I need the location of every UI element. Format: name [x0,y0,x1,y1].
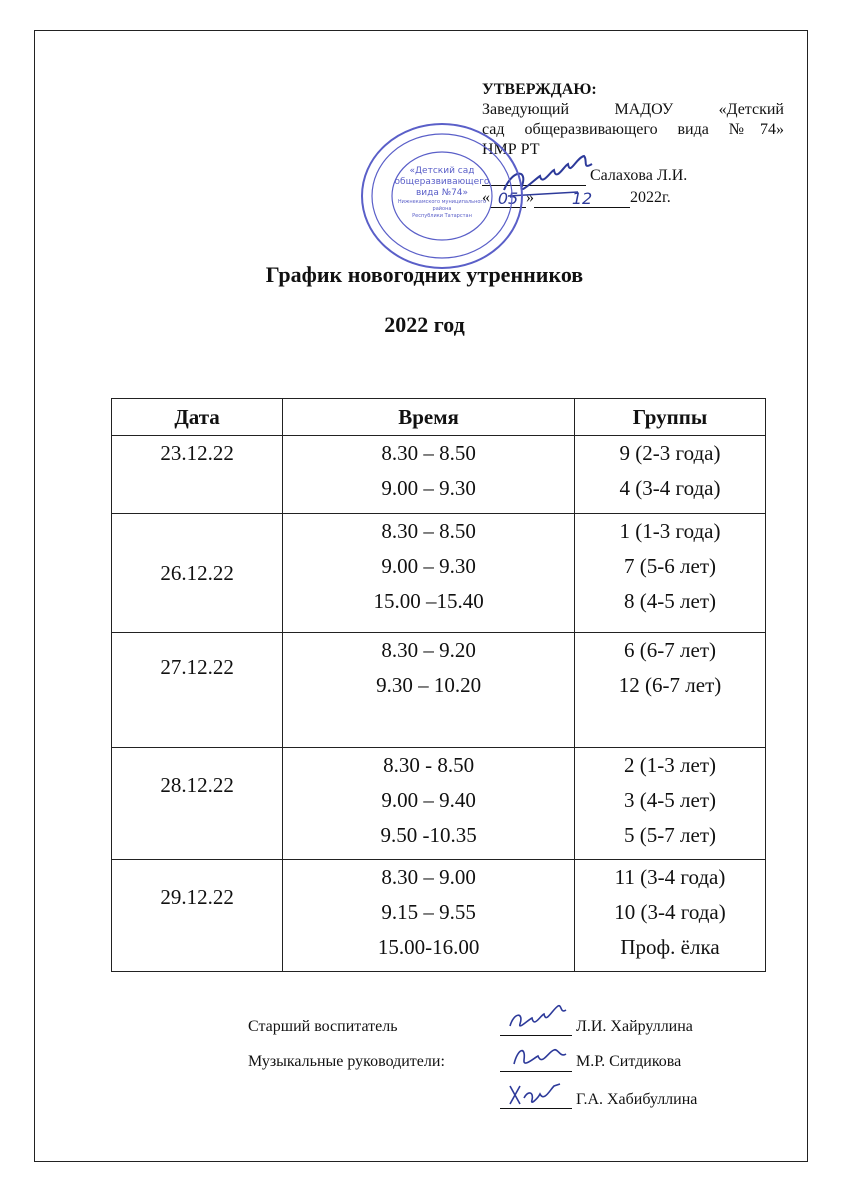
date-text: 26.12.22 [160,560,234,585]
time-text: 9.00 – 9.30 [381,476,476,500]
senior-role: Старший воспитатель [248,1018,398,1035]
cell-date [112,436,283,514]
cell-groups [575,436,766,514]
group-text: 10 (3-4 года) [614,900,726,924]
date-text: 27.12.22 [160,655,234,679]
music-signature-image-1 [508,1040,568,1072]
stamp-text-4: Нижнекамского муниципального [397,199,487,205]
date-quote-open: « [482,189,490,206]
music-name-1: М.Р. Ситдикова [576,1053,682,1070]
header-date: Дата [112,399,283,436]
group-text: 7 (5-6 лет) [624,554,716,578]
table-row [112,633,766,748]
group-text: 9 (2-3 года) [619,441,721,465]
approval-line-2: сад общеразвивающего вида №74» [482,121,784,138]
time-text: 8.30 – 9.00 [381,865,476,889]
table-header-row [112,399,766,436]
date-month: 12 [534,189,630,208]
time-text: 9.30 – 10.20 [376,673,482,697]
time-text: 9.00 – 9.30 [381,554,476,578]
date-day: 05 [490,189,526,208]
table-row [112,436,766,514]
cell-times [283,860,575,972]
cell-groups [575,633,766,748]
cell-times [283,748,575,860]
stamp-text-3: вида №74» [415,188,469,198]
stamp-text-5: района [432,206,452,212]
group-text: 5 (5-7 лет) [624,823,716,847]
approval-line-3: НМР РТ [482,141,540,158]
date-text: 23.12.22 [160,441,234,465]
organization-stamp [360,122,525,270]
group-text: 3 (4-5 лет) [624,788,716,812]
header-groups: Группы [575,399,766,436]
music-signature-image-2 [504,1078,568,1112]
table-row [112,514,766,633]
page-subtitle: 2022 год [384,312,465,337]
approval-line-1: Заведующий МАДОУ «Детский [482,101,784,118]
cell-times [283,633,575,748]
cell-date [112,514,283,633]
senior-name: Л.И. Хайруллина [576,1018,693,1035]
group-text: 6 (6-7 лет) [624,638,716,662]
cell-groups [575,514,766,633]
time-text: 8.30 – 8.50 [381,441,476,465]
date-text: 28.12.22 [160,772,234,797]
schedule-table [111,398,766,972]
cell-times [283,436,575,514]
cell-date [112,633,283,748]
time-text: 9.00 – 9.40 [381,788,476,812]
header-time: Время [283,399,575,436]
page-title: График новогодних утренников [265,262,584,287]
cell-times [283,514,575,633]
table-row [112,860,766,972]
approval-heading: УТВЕРЖДАЮ: [482,81,597,98]
music-role: Музыкальные руководители: [248,1053,445,1070]
cell-groups [575,860,766,972]
senior-signature-image [506,1000,570,1036]
date-text: 29.12.22 [160,884,234,909]
approval-signer: Салахова Л.И. [590,167,688,184]
stamp-text-1: «Детский сад [409,166,475,176]
group-text: 8 (4-5 лет) [624,589,716,613]
group-text: 1 (1-3 года) [619,519,721,543]
group-text: 4 (3-4 года) [619,476,721,500]
time-text: 8.30 - 8.50 [383,753,475,777]
date-quote-close: » [526,189,534,206]
cell-groups [575,748,766,860]
group-text: Проф. ёлка [620,935,720,959]
time-text: 15.00-16.00 [377,935,480,959]
time-text: 8.30 – 8.50 [381,519,476,543]
cell-date [112,748,283,860]
group-text: 11 (3-4 года) [614,865,726,889]
date-year: 2022г. [630,189,671,206]
group-text: 2 (1-3 лет) [624,753,716,777]
table-row [112,748,766,860]
time-text: 9.15 – 9.55 [381,900,476,924]
group-text: 12 (6-7 лет) [618,673,722,697]
time-text: 15.00 –15.40 [373,589,484,613]
music-name-2: Г.А. Хабибуллина [576,1091,698,1108]
stamp-text-2: общеразвивающего [394,177,490,187]
stamp-text-6: Республики Татарстан [412,213,472,219]
time-text: 8.30 – 9.20 [381,638,476,662]
cell-date [112,860,283,972]
time-text: 9.50 -10.35 [380,823,477,847]
